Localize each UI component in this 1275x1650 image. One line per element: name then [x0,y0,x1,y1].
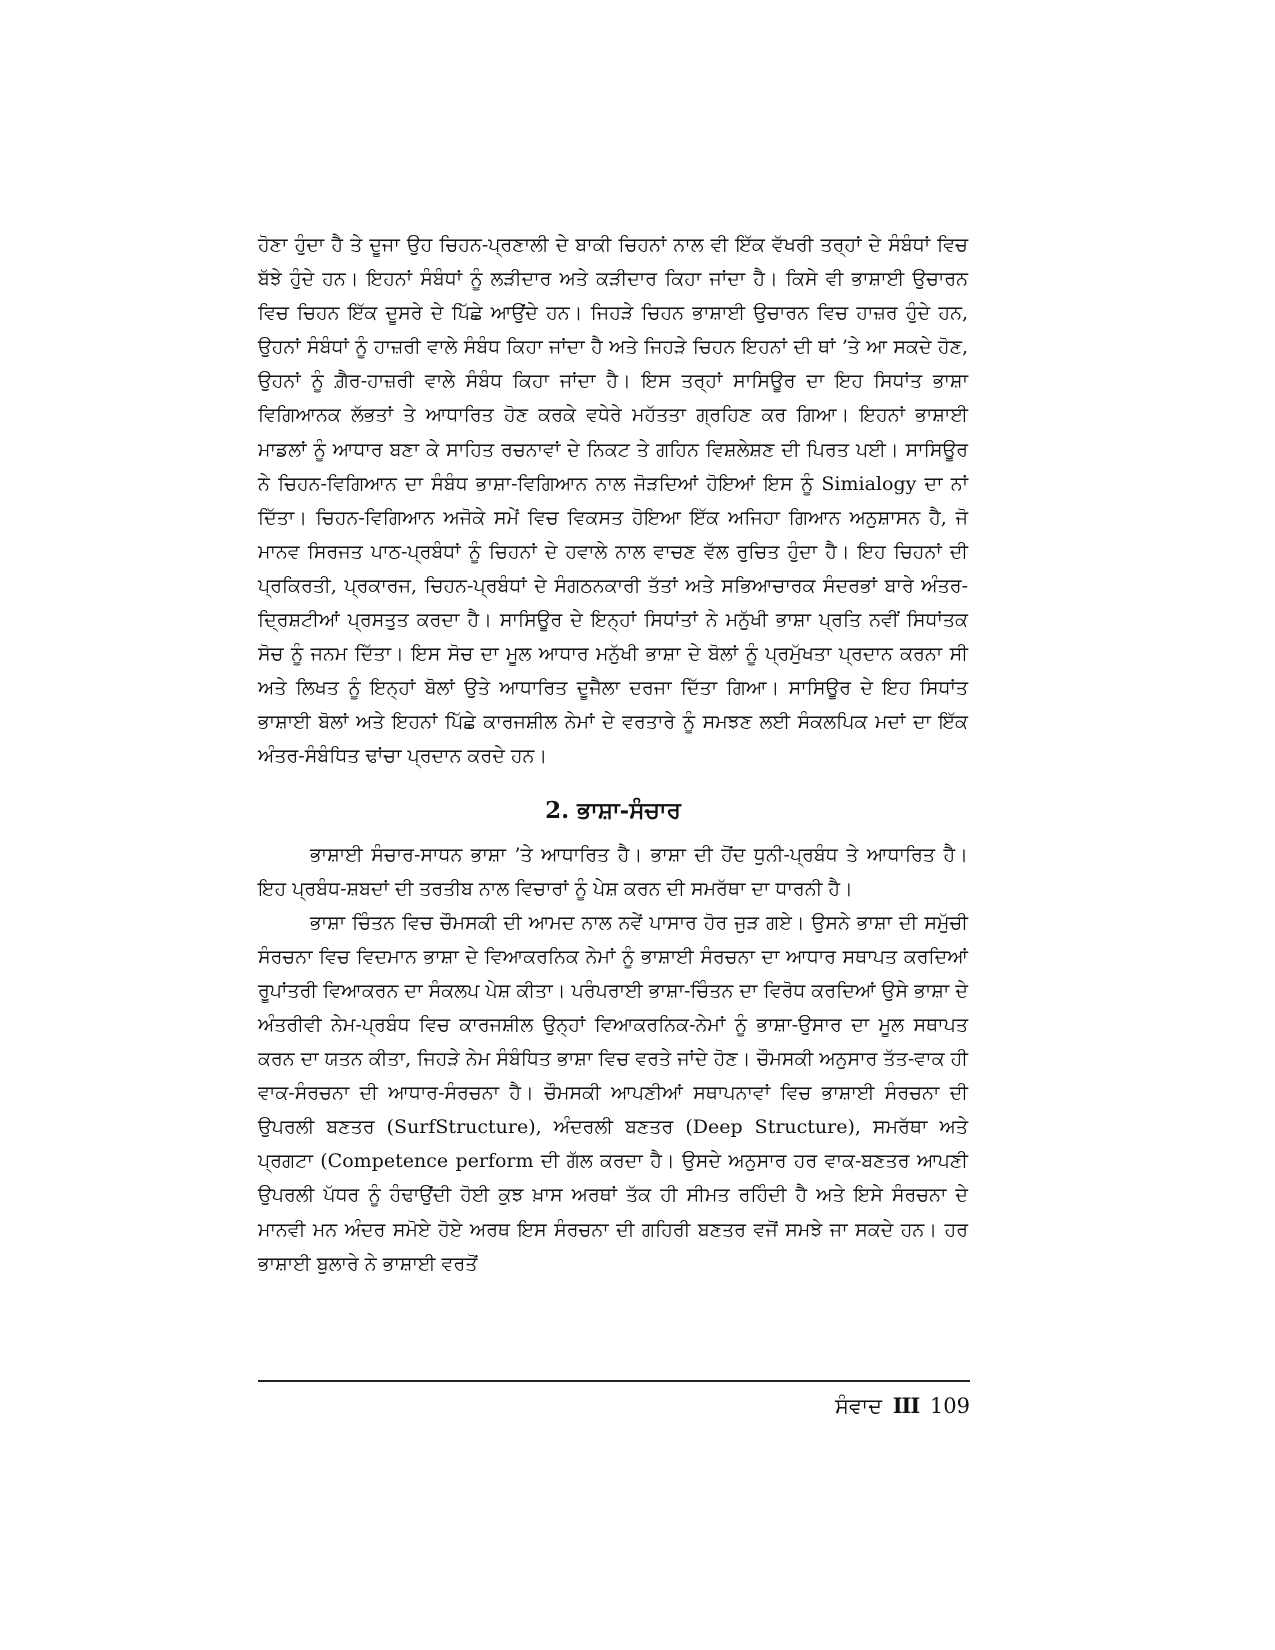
journal-name: ਸੰਵਾਦ [835,1394,883,1418]
page-body [258,228,968,1281]
footer-rule [258,1380,970,1382]
footer-separator: III [892,1393,920,1418]
page-number: 109 [929,1394,970,1418]
body-paragraph-2: ਭਾਸ਼ਾਈ ਸੰਚਾਰ-ਸਾਧਨ ਭਾਸ਼ਾ ’ਤੇ ਆਧਾਰਿਤ ਹੈ। ਭਾਸ਼ਾ ਦੀ ਹੋਂਦ ਧੁਨੀ-ਪ੍ਰਬੰਧ ਤੇ ਆਧਾਰਿਤ ਹੈ। ਇਹ ਪ੍ਰਬੰਧ-ਸ਼ਬਦਾਂ ਦੀ ਤਰਤੀਬ ਨਾਲ ਵਿਚਾਰਾਂ ਨੂੰ ਪੇਸ਼ ਕਰਨ ਦੀ ਸਮਰੱਥਾ ਦਾ ਧਾਰਨੀ ਹੈ। [258,843,968,900]
page-footer [258,1392,970,1420]
body-paragraph-3: ਭਾਸ਼ਾ ਚਿੰਤਨ ਵਿਚ ਚੌਮਸਕੀ ਦੀ ਆਮਦ ਨਾਲ ਨਵੇਂ ਪਾਸਾਰ ਹੋਰ ਜੁੜ ਗਏ। ਉਸਨੇ ਭਾਸ਼ਾ ਦੀ ਸਮੁੱਚੀ ਸੰਰਚਨਾ ਵਿਚ ਵਿਦਮਾਨ ਭਾਸ਼ਾ ਦੇ ਵਿਆਕਰਨਿਕ ਨੇਮਾਂ ਨੂੰ ਭਾਸ਼ਾਈ ਸੰਰਚਨਾ ਦਾ ਆਧਾਰ ਸਥਾਪਤ ਕਰਦਿਆਂ ਰੂਪਾਂਤਰੀ ਵਿਆਕਰਨ ਦਾ ਸੰਕਲਪ ਪੇਸ਼ ਕੀਤਾ। ਪਰੰਪਰਾਈ ਭਾਸ਼ਾ-ਚਿੰਤਨ ਦਾ ਵਿਰੋਧ ਕਰਦਿਆਂ ਉਸੇ ਭਾਸ਼ਾ ਦੇ ਅੰਤਰੀਵੀ ਨੇਮ-ਪ੍ਰਬੰਧ ਵਿਚ ਕਾਰਜਸ਼ੀਲ ਉਨ੍ਹਾਂ ਵਿਆਕਰਨਿਕ-ਨੇਮਾਂ ਨੂੰ ਭਾਸ਼ਾ-ਉਸਾਰ ਦਾ ਮੂਲ ਸਥਾਪਤ ਕਰਨ ਦਾ ਯਤਨ ਕੀਤਾ, ਜਿਹੜੇ ਨੇਮ ਸੰਬੰਧਿਤ ਭਾਸ਼ਾ ਵਿਚ ਵਰਤੇ ਜਾਂਦੇ ਹੋਣ। ਚੌਮਸਕੀ ਅਨੁਸਾਰ ਤੱਤ-ਵਾਕ ਹੀ ਵਾਕ-ਸੰਰਚਨਾ ਦੀ ਆਧਾਰ-ਸੰਰਚਨਾ ਹੈ। ਚੌਮਸਕੀ ਆਪਣੀਆਂ ਸਥਾਪਨਾਵਾਂ ਵਿਚ ਭਾਸ਼ਾਈ ਸੰਰਚਨਾ ਦੀ ਉਪਰਲੀ ਬਣਤਰ (SurfStructure), ਅੰਦਰਲੀ ਬਣਤਰ (Deep Structure), ਸਮਰੱਥਾ ਅਤੇ ਪ੍ਰਗਟਾ (Competence perform ਦੀ ਗੱਲ ਕਰਦਾ ਹੈ। ਉਸਦੇ ਅਨੁਸਾਰ ਹਰ ਵਾਕ-ਬਣਤਰ ਆਪਣੀ ਉਪਰਲੀ ਪੱਧਰ ਨੂੰ ਹੰਢਾਉਂਦੀ ਹੋਈ ਕੁਝ ਖ਼ਾਸ ਅਰਥਾਂ ਤੱਕ ਹੀ ਸੀਮਤ ਰਹਿੰਦੀ ਹੈ ਅਤੇ ਇਸੇ ਸੰਰਚਨਾ ਦੇ ਮਾਨਵੀ ਮਨ ਅੰਦਰ ਸਮੋਏ ਹੋਏ ਅਰਥ ਇਸ ਸੰਰਚਨਾ ਦੀ ਗਹਿਰੀ ਬਣਤਰ ਵਜੋਂ ਸਮਝੇ ਜਾ ਸਕਦੇ ਹਨ। ਹਰ ਭਾਸ਼ਾਈ ਬੁਲਾਰੇ ਨੇ ਭਾਸ਼ਾਈ ਵਰਤੋਂ [258,911,968,1275]
section-heading: 2. ਭਾਸ਼ਾ-ਸੰਚਾਰ [545,796,681,824]
body-paragraph-1: ਹੋਣਾ ਹੁੰਦਾ ਹੈ ਤੇ ਦੂਜਾ ਉਹ ਚਿਹਨ-ਪ੍ਰਣਾਲੀ ਦੇ ਬਾਕੀ ਚਿਹਨਾਂ ਨਾਲ ਵੀ ਇੱਕ ਵੱਖਰੀ ਤਰ੍ਹਾਂ ਦੇ ਸੰਬੰਧਾਂ ਵਿਚ ਬੱਝੇ ਹੁੰਦੇ ਹਨ। ਇਹਨਾਂ ਸੰਬੰਧਾਂ ਨੂੰ ਲੜੀਦਾਰ ਅਤੇ ਕੜੀਦਾਰ ਕਿਹਾ ਜਾਂਦਾ ਹੈ। ਕਿਸੇ ਵੀ ਭਾਸ਼ਾਈ ਉਚਾਰਨ ਵਿਚ ਚਿਹਨ ਇੱਕ ਦੂਸਰੇ ਦੇ ਪਿੱਛੇ ਆਉਂਦੇ ਹਨ। ਜਿਹੜੇ ਚਿਹਨ ਭਾਸ਼ਾਈ ਉਚਾਰਨ ਵਿਚ ਹਾਜ਼ਰ ਹੁੰਦੇ ਹਨ, ਉਹਨਾਂ ਸੰਬੰਧਾਂ ਨੂੰ ਹਾਜ਼ਰੀ ਵਾਲੇ ਸੰਬੰਧ ਕਿਹਾ ਜਾਂਦਾ ਹੈ ਅਤੇ ਜਿਹੜੇ ਚਿਹਨ ਇਹਨਾਂ ਦੀ ਥਾਂ ’ਤੇ ਆ ਸਕਦੇ ਹੋਣ, ਉਹਨਾਂ ਨੂੰ ਗ਼ੈਰ-ਹਾਜ਼ਰੀ ਵਾਲੇ ਸੰਬੰਧ ਕਿਹਾ ਜਾਂਦਾ ਹੈ। ਇਸ ਤਰ੍ਹਾਂ ਸਾਸਿਊਰ ਦਾ ਇਹ ਸਿਧਾਂਤ ਭਾਸ਼ਾ ਵਿਗਿਆਨਕ ਲੱਭਤਾਂ ਤੇ ਆਧਾਰਿਤ ਹੋਣ ਕਰਕੇ ਵਧੇਰੇ ਮਹੱਤਤਾ ਗ੍ਰਹਿਣ ਕਰ ਗਿਆ। ਇਹਨਾਂ ਭਾਸ਼ਾਈ ਮਾਡਲਾਂ ਨੂੰ ਆਧਾਰ ਬਣਾ ਕੇ ਸਾਹਿਤ ਰਚਨਾਵਾਂ ਦੇ ਨਿਕਟ ਤੇ ਗਹਿਨ ਵਿਸ਼ਲੇਸ਼ਣ ਦੀ ਪਿਰਤ ਪਈ। ਸਾਸਿਊਰ ਨੇ ਚਿਹਨ-ਵਿਗਿਆਨ ਦਾ ਸੰਬੰਧ ਭਾਸ਼ਾ-ਵਿਗਿਆਨ ਨਾਲ ਜੋੜਦਿਆਂ ਹੋਇਆਂ ਇਸ ਨੂੰ Simialogy ਦਾ ਨਾਂ ਦਿੱਤਾ। ਚਿਹਨ-ਵਿਗਿਆਨ ਅਜੋਕੇ ਸਮੇਂ ਵਿਚ ਵਿਕਸਤ ਹੋਇਆ ਇੱਕ ਅਜਿਹਾ ਗਿਆਨ ਅਨੁਸ਼ਾਸਨ ਹੈ, ਜੋ ਮਾਨਵ ਸਿਰਜਤ ਪਾਠ-ਪ੍ਰਬੰਧਾਂ ਨੂੰ ਚਿਹਨਾਂ ਦੇ ਹਵਾਲੇ ਨਾਲ ਵਾਚਣ ਵੱਲ ਰੁਚਿਤ ਹੁੰਦਾ ਹੈ। ਇਹ ਚਿਹਨਾਂ ਦੀ ਪ੍ਰਕਿਰਤੀ, ਪ੍ਰਕਾਰਜ, ਚਿਹਨ-ਪ੍ਰਬੰਧਾਂ ਦੇ ਸੰਗਠਨਕਾਰੀ ਤੱਤਾਂ ਅਤੇ ਸਭਿਆਚਾਰਕ ਸੰਦਰਭਾਂ ਬਾਰੇ ਅੰਤਰ-ਦ੍ਰਿਸ਼ਟੀਆਂ ਪ੍ਰਸਤੁਤ ਕਰਦਾ ਹੈ। ਸਾਸਿਊਰ ਦੇ ਇਨ੍ਹਾਂ ਸਿਧਾਂਤਾਂ ਨੇ ਮਨੁੱਖੀ ਭਾਸ਼ਾ ਪ੍ਰਤਿ ਨਵੀਂ ਸਿਧਾਂਤਕ ਸੋਚ ਨੂੰ ਜਨਮ ਦਿੱਤਾ। ਇਸ ਸੋਚ ਦਾ ਮੂਲ ਆਧਾਰ ਮਨੁੱਖੀ ਭਾਸ਼ਾ ਦੇ ਬੋਲਾਂ ਨੂੰ ਪ੍ਰਮੁੱਖਤਾ ਪ੍ਰਦਾਨ ਕਰਨਾ ਸੀ ਅਤੇ ਲਿਖਤ ਨੂੰ ਇਨ੍ਹਾਂ ਬੋਲਾਂ ਉਤੇ ਆਧਾਰਿਤ ਦੂਜੈਲਾ ਦਰਜਾ ਦਿੱਤਾ ਗਿਆ। ਸਾਸਿਊਰ ਦੇ ਇਹ ਸਿਧਾਂਤ ਭਾਸ਼ਾਈ ਬੋਲਾਂ ਅਤੇ ਇਹਨਾਂ ਪਿੱਛੇ ਕਾਰਜਸ਼ੀਲ ਨੇਮਾਂ ਦੇ ਵਰਤਾਰੇ ਨੂੰ ਸਮਝਣ ਲਈ ਸੰਕਲਪਿਕ ਮਦਾਂ ਦਾ ਇੱਕ ਅੰਤਰ-ਸੰਬੰਧਿਤ ਢਾਂਚਾ ਪ੍ਰਦਾਨ ਕਰਦੇ ਹਨ। [258,234,968,768]
